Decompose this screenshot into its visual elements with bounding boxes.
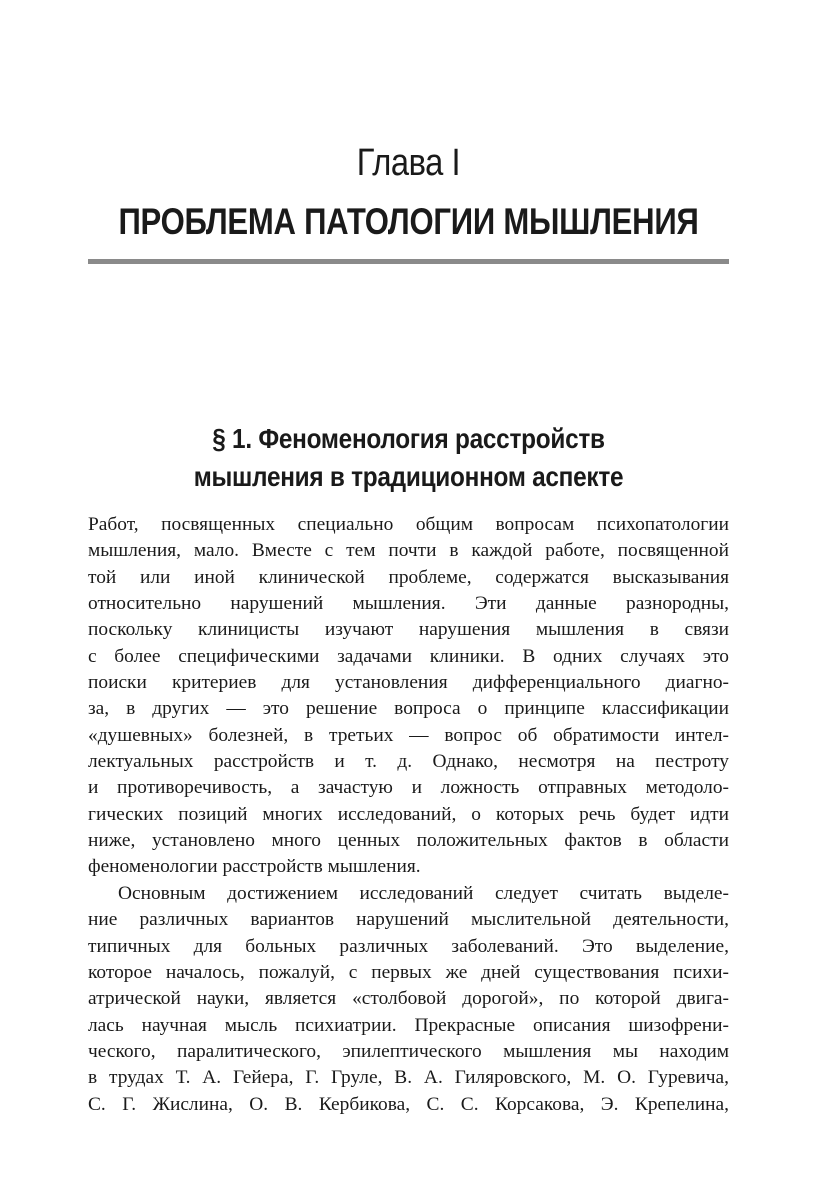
section-heading [53, 420, 764, 496]
text-line: атрической науки, является «столбовой дорогой», по которой двига- [88, 988, 729, 1010]
text-line: ние различных вариантов нарушений мыслительной деятельности, [88, 909, 729, 931]
text-line: с более специфическими задачами клиники. В одних случаях это [88, 645, 729, 667]
body-text [88, 512, 729, 1118]
text-line: гических позиций многих исследований, о которых речь будет идти [88, 803, 729, 825]
text-line: типичных для больных различных заболеваний. Это выделение, [88, 935, 729, 957]
text-line: той или иной клинической проблеме, содержатся высказывания [88, 566, 729, 588]
text-line: феноменологии расстройств мышления. [88, 856, 421, 878]
text-line: ниже, установлено много ценных положительных фактов в области [88, 830, 729, 852]
text-line: лась научная мысль психиатрии. Прекрасные описания шизофрени- [88, 1014, 729, 1036]
text-line: поскольку клиницисты изучают нарушения мышления в связи [88, 619, 729, 641]
section-heading-line: мышления в традиционном аспекте [193, 461, 624, 492]
text-line: Работ, посвященных специально общим вопросам психопатологии [88, 514, 729, 535]
paragraph [88, 881, 729, 1118]
chapter-label: Глава I [356, 142, 461, 184]
text-line: лектуальных расстройств и т. д. Однако, несмотря на пестроту [88, 751, 729, 773]
text-line: в трудах Т. А. Гейера, Г. Груле, В. А. Гиляровского, М. О. Гуревича, [88, 1067, 729, 1089]
text-line: ческого, паралитического, эпилептического мышления мы находим [88, 1040, 729, 1062]
text-line: которое началось, пожалуй, с первых же дней существования психи- [88, 961, 729, 983]
paragraph [88, 512, 729, 881]
text-line: за, в других — это решение вопроса о принципе классификации [88, 698, 729, 720]
text-line: Основным достижением исследований следует считать выделе- [118, 882, 729, 904]
text-line: относительно нарушений мышления. Эти данные разнородны, [88, 593, 729, 615]
text-line: и противоречивость, а зачастую и ложность отправных методоло- [88, 777, 729, 799]
chapter-rule [88, 259, 729, 264]
text-line: мышления, мало. Вместе с тем почти в каждой работе, посвященной [88, 540, 729, 562]
text-line: «душевных» болезней, в третьих — вопрос об обратимости интел- [88, 724, 729, 746]
text-line: поиски критериев для установления дифференциального диагно- [88, 672, 729, 694]
chapter-title: ПРОБЛЕМА ПАТОЛОГИИ МЫШЛЕНИЯ [118, 201, 699, 242]
text-line: С. Г. Жислина, О. В. Кербикова, С. С. Корсакова, Э. Крепелина, [88, 1093, 729, 1115]
section-heading-line: § 1. Феноменология расстройств [212, 423, 605, 454]
